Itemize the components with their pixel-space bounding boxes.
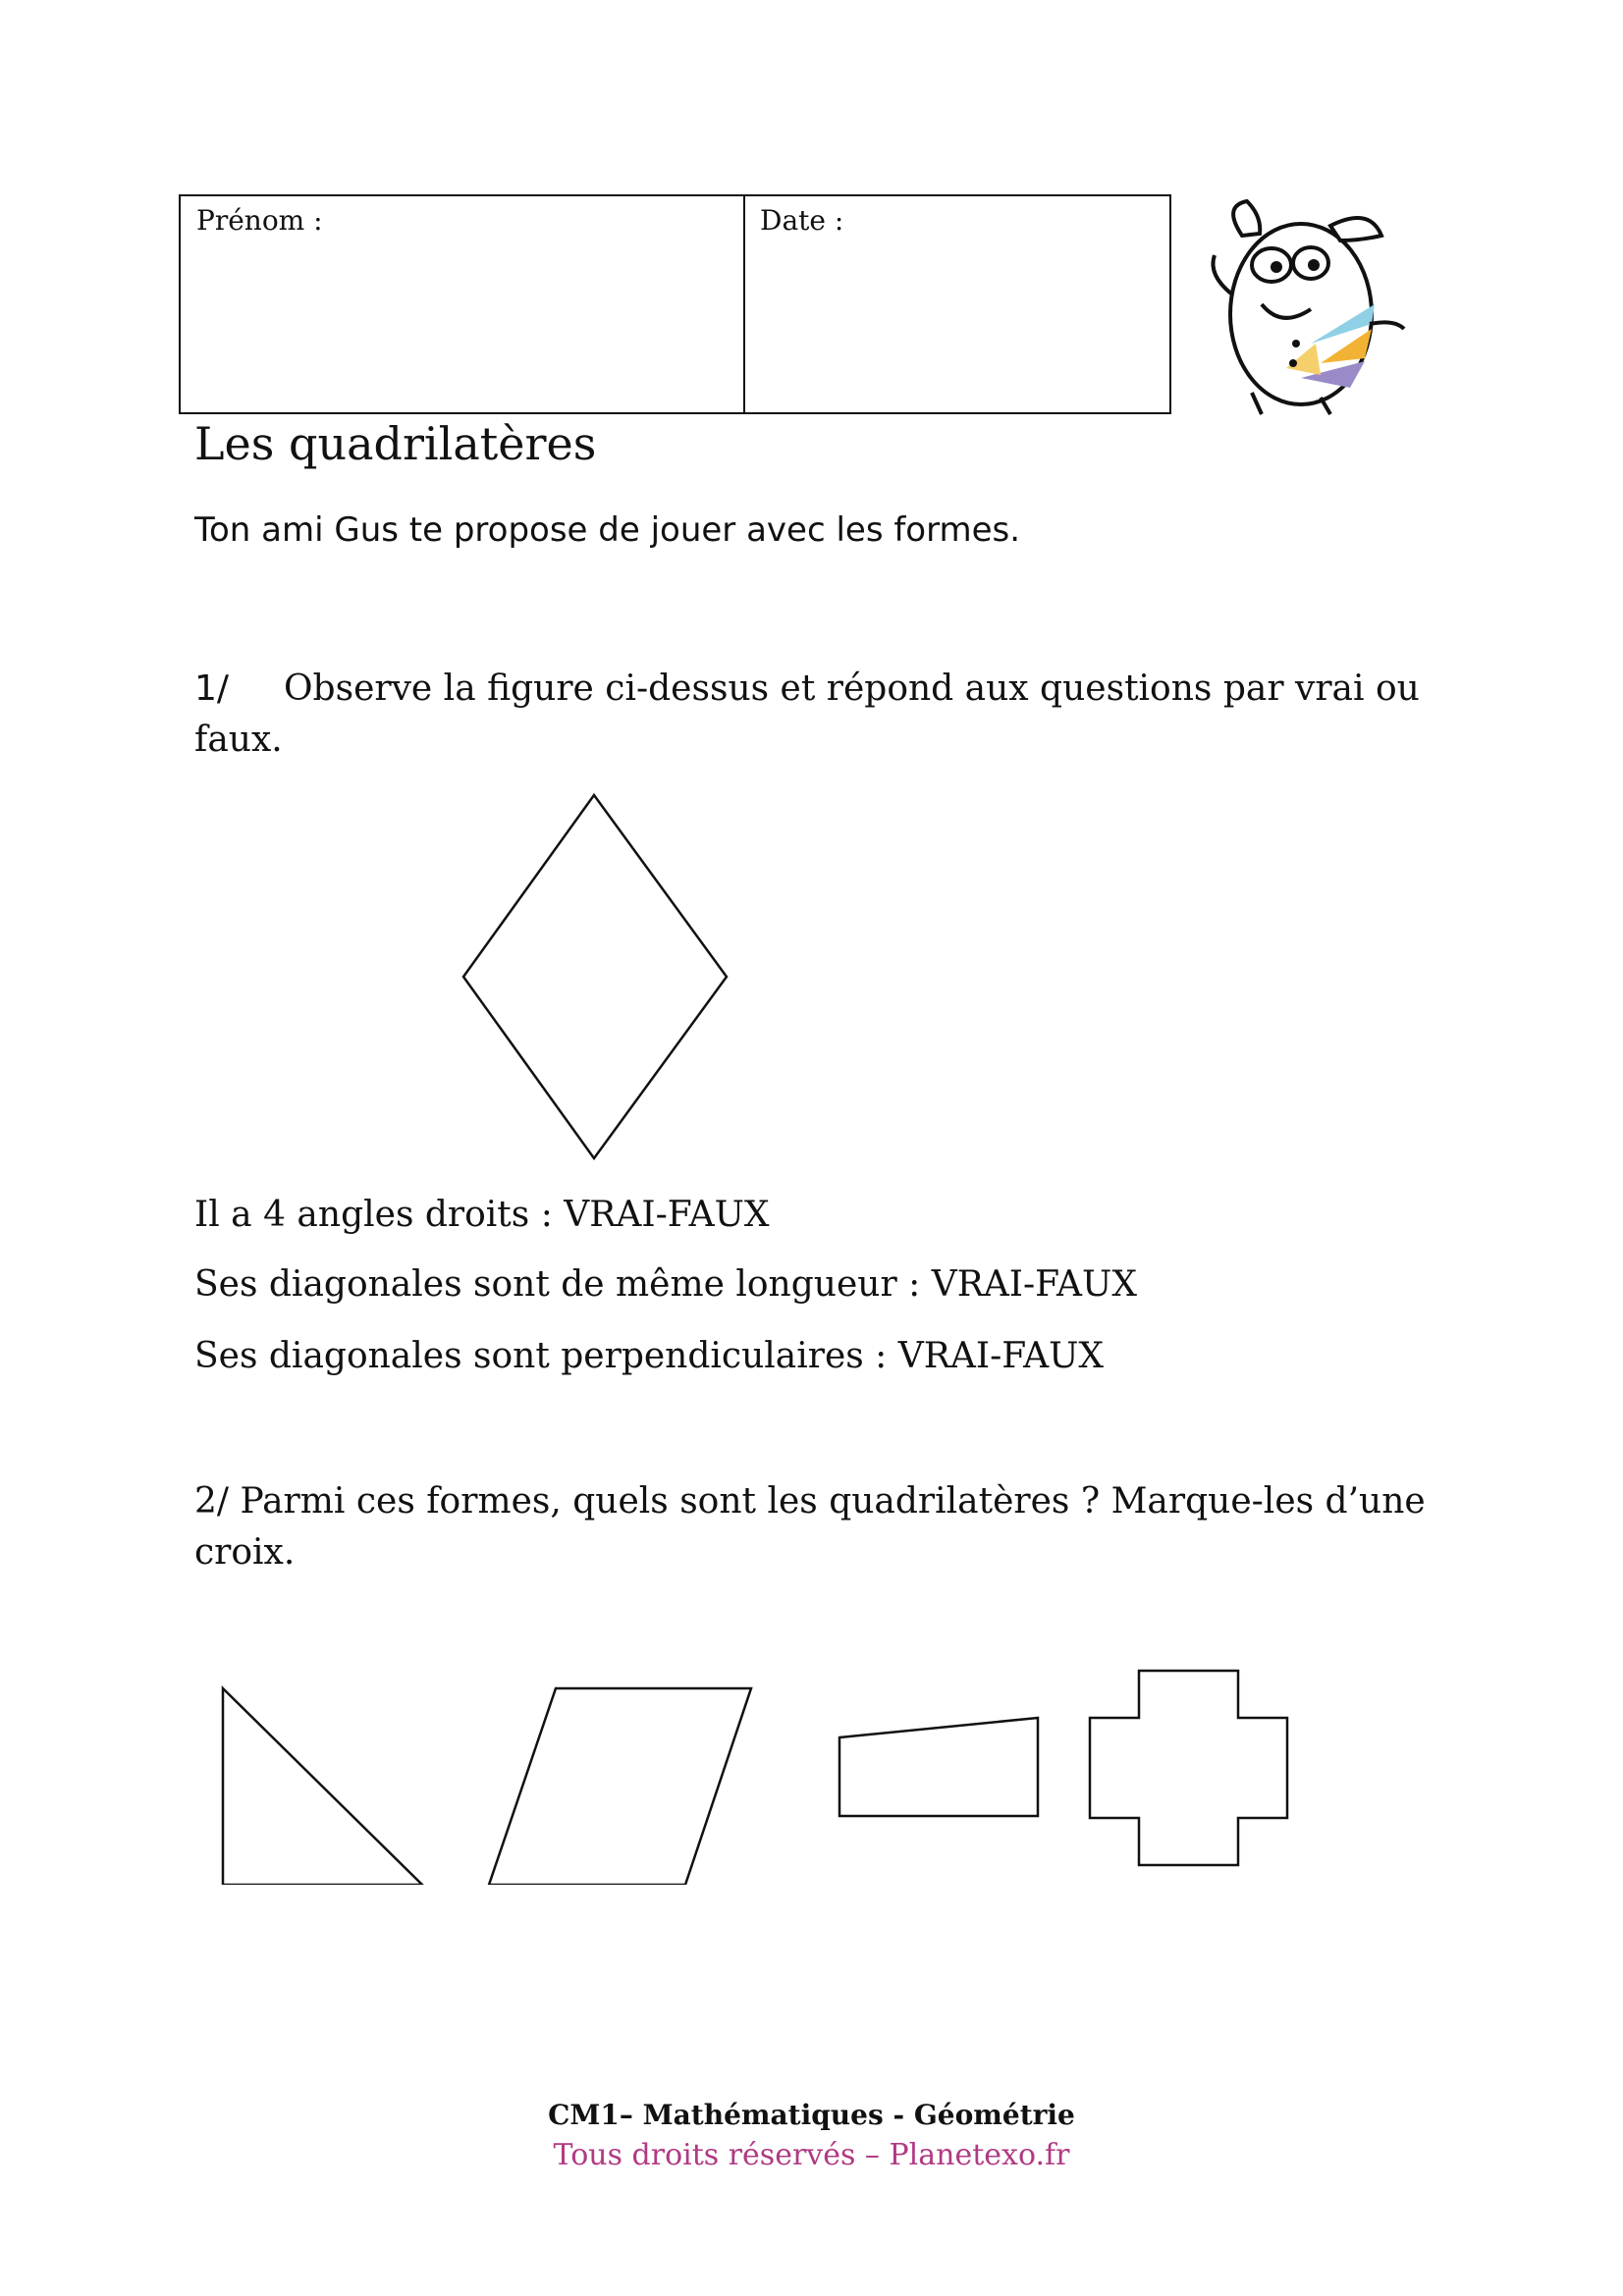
question-2-line1: 2/ Parmi ces formes, quels sont les quadrilatères ? Marque-les d’une bbox=[194, 1481, 1426, 1522]
question-1-number: 1/ bbox=[194, 668, 230, 709]
student-info-box bbox=[179, 194, 1171, 414]
triangle-shape bbox=[223, 1688, 422, 1885]
statement-3: Ses diagonales sont perpendiculaires : VRAI-FAUX bbox=[194, 1336, 1105, 1376]
footer-copyright: Tous droits réservés – Planetexo.fr bbox=[553, 2138, 1070, 2172]
rhombus-figure bbox=[452, 785, 736, 1168]
header-divider bbox=[743, 196, 745, 412]
cross-shape bbox=[1090, 1671, 1287, 1865]
parallelogram-shape bbox=[489, 1688, 751, 1885]
question-1-text: Observe la figure ci-dessus et répond aux questions par vrai ou bbox=[284, 668, 1420, 709]
statement-2: Ses diagonales sont de même longueur : VRAI-FAUX bbox=[194, 1264, 1137, 1305]
question-1 bbox=[194, 664, 1471, 766]
prenom-label: Prénom : bbox=[196, 204, 323, 237]
question-2-line2: croix. bbox=[194, 1532, 296, 1573]
rhombus-shape bbox=[463, 795, 727, 1158]
date-label: Date : bbox=[760, 204, 844, 237]
intro-text: Ton ami Gus te propose de jouer avec les formes. bbox=[194, 510, 1021, 550]
footer-course: CM1– Mathématiques - Géométrie bbox=[548, 2099, 1075, 2131]
trapezoid-shape bbox=[839, 1718, 1038, 1816]
sheep-mascot-icon bbox=[1203, 196, 1409, 417]
shapes-row bbox=[196, 1649, 1306, 1885]
question-2 bbox=[194, 1476, 1471, 1578]
page-title: Les quadrilatères bbox=[194, 417, 597, 470]
statement-1: Il a 4 angles droits : VRAI-FAUX bbox=[194, 1195, 770, 1235]
question-1-text-cont: faux. bbox=[194, 720, 283, 760]
